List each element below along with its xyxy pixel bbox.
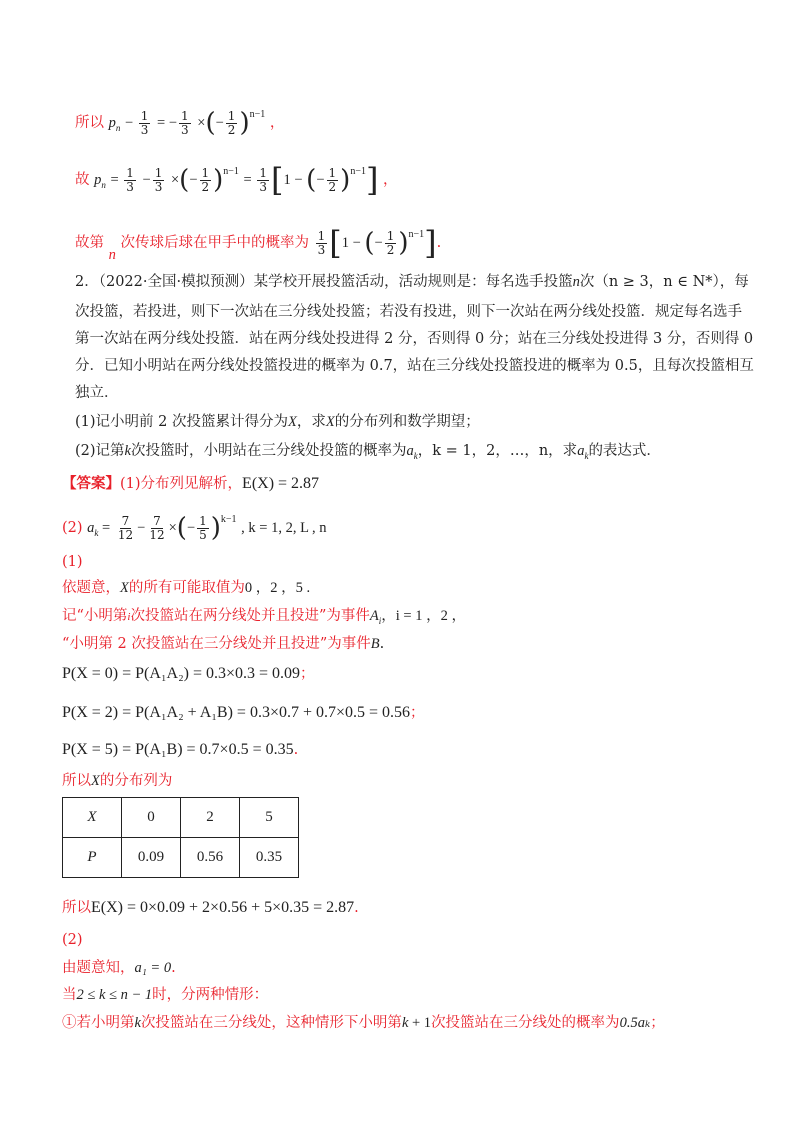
equation-p5: P(X = 5) = P(A₁B) = 0.7×0.5 = 0.35. [62,741,299,758]
solution-part-2-label: (2) [62,932,83,948]
table-cell: 0.09 [122,838,181,878]
answer-line-2: (2) $a_k$ = $\frac{7}{12}$ − $\frac{7}{12}$ ×(− $\frac{1}{5}$ )$^{k-1}$ , k = 1, 2, L , n [62,513,327,543]
formula-line-3: 故第 n 次传球后球在甲手中的概率为 $\frac{1}{3}$ [1 − (− $\frac{1}{2}$ )$^{n-1}$]. [75,224,442,263]
table-cell: 0 [122,798,181,838]
distribution-intro: 所以X的分布列为 [62,773,173,789]
problem-2-line-1: 2．（2022·全国·模拟预测）某学校开展投篮活动，活动规则是：每名选手投篮n次（n ≥ 3，n ∈ N*），每 [75,274,749,290]
problem-2-line-5: 独立． [75,385,119,401]
problem-2-line-3: 第一次站在两分线处投篮．站在两分线处投进得 2 分，否则得 0 分；站在三分线处投进得 3 分，否则得 0 [75,331,754,347]
formula-line-2: 故 $p_n$ = $\frac{1}{3}$ − $\frac{1}{3}$ ×(− $\frac{1}{2}$ )$^{n-1}$ = $\frac{1}{3}$ [1 − (− $\frac{1}{2}$ )$^{n-1}$] ， [75,161,398,199]
solution-2-line-1: 由题意知，a₁ = 0. [62,960,176,976]
solution-line-1: 依题意，X的所有可能取值为0 ，2 ，5 . [62,580,311,596]
distribution-table [62,797,299,878]
table-cell: 2 [181,798,240,838]
problem-2-line-4: 分．已知小明站在两分线处投篮投进的概率为 0.7，站在三分线处投篮投进的概率为 0.5，且每次投篮相互 [75,358,754,374]
table-cell: 0.35 [240,838,299,878]
problem-2-line-2: 次投篮，若投进，则下一次站在三分线处投篮；若没有投进，则下一次站在两分线处投篮．规定每名选手 [75,304,742,320]
table-row [63,798,299,838]
table-row [63,838,299,878]
equation-p2: P(X = 2) = P(A₁A₂ + A₁B) = 0.3×0.7 + 0.7×0.5 = 0.56； [62,704,425,721]
question-2: (2)记第k次投篮时，小明站在三分线处投篮的概率为$a_k$，k = 1，2，…，n，求$a_k$的表达式． [75,443,661,461]
table-cell: P [63,838,122,878]
table-cell: 0.56 [181,838,240,878]
question-1: (1)记小明前 2 次投篮累计得分为X，求X的分布列和数学期望； [75,414,480,430]
solution-2-line-2: 当2 ≤ k ≤ n − 1时，分两种情形： [62,987,269,1003]
table-cell: X [63,798,122,838]
equation-p0: P(X = 0) = P(A₁A₂) = 0.3×0.3 = 0.09； [62,665,315,682]
answer-line-1: 【答案】(1)分布列见解析，E(X) = 2.87 [62,475,320,492]
solution-2-line-3: ①若小明第k次投篮站在三分线处，这种情形下小明第k + 1次投篮站在三分线处的概率为0.5aₖ； [62,1015,665,1031]
solution-line-3: “小明第 2 次投篮站在三分线处并且投进”为事件B. [62,636,385,652]
solution-line-2: 记“小明第i次投篮站在两分线处并且投进”为事件$A_i$，i = 1 ，2 ， [62,608,466,626]
formula-line-1: 所以 $p_n$ − $\frac{1}{3}$ = − $\frac{1}{3}$ ×(− $\frac{1}{2}$ )$^{n-1}$ ， [75,108,285,138]
solution-part-1-label: (1) [62,554,83,570]
expectation-line: 所以E(X) = 0×0.09 + 2×0.56 + 5×0.35 = 2.87. [62,899,359,916]
table-cell: 5 [240,798,299,838]
